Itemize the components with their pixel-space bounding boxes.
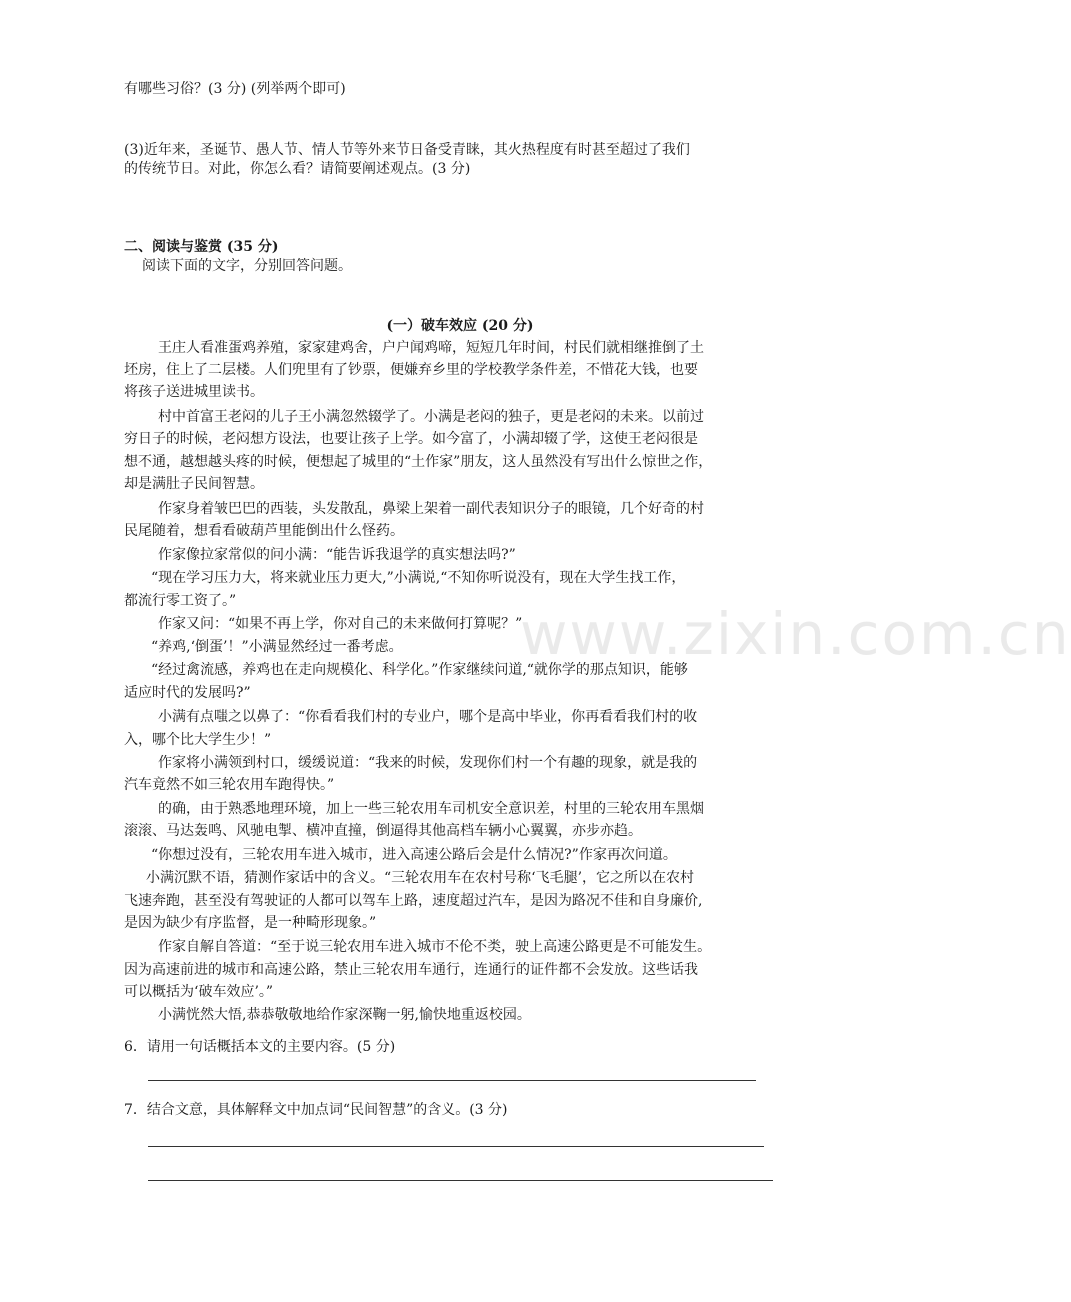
article-line: 小满沉默不语，猜测作家话中的含义。“三轮农用车在农村号称‘飞毛腿’，它之所以在农村: [146, 870, 695, 886]
question-7: 7．结合文意，具体解释文中加点词“民间智慧”的含义。(3 分): [124, 1102, 508, 1118]
article-line: 作家身着皱巴巴的西装，头发散乱，鼻梁上架着一副代表知识分子的眼镜，几个好奇的村: [158, 501, 704, 517]
article-line: 村中首富王老闷的儿子王小满忽然辍学了。小满是老闷的独子，更是老闷的未来。以前过: [158, 409, 704, 425]
article-line: 作家又问：“如果不再上学，你对自己的未来做何打算呢？”: [158, 616, 523, 632]
article-line: 穷日子的时候，老闷想方设法，也要让孩子上学。如今富了，小满却辍了学，这使王老闷很是: [124, 431, 698, 447]
article-line: 都流行零工资了。”: [124, 593, 237, 609]
article-line: 却是满肚子民间智慧。: [124, 476, 264, 492]
article-line: “养鸡,‘倒蛋’！”小满显然经过一番考虑。: [151, 639, 403, 655]
article-line: “现在学习压力大，将来就业压力更大,”小满说,“不知你听说没有，现在大学生找工作，: [151, 570, 686, 586]
question-3-line-1: (3)近年来，圣诞节、愚人节、情人节等外来节日备受青睐，其火热程度有时甚至超过了我们: [124, 142, 690, 158]
answer-line-q6[interactable]: [148, 1080, 756, 1081]
article-line: 可以概括为‘破车效应’。”: [124, 984, 274, 1000]
question-6: 6．请用一句话概括本文的主要内容。(5 分): [124, 1039, 396, 1055]
article-line: 汽车竟然不如三轮农用车跑得快。”: [124, 777, 335, 793]
article-line: “你想过没有，三轮农用车进入城市，进入高速公路后会是什么情况?”作家再次问道。: [151, 847, 677, 863]
watermark: www.zixin.com.cn: [520, 600, 1071, 668]
question-2-continuation: 有哪些习俗？(3 分) (列举两个即可): [124, 81, 346, 97]
article-title: (一）破车效应 (20 分): [386, 318, 534, 334]
answer-line-q7-2[interactable]: [148, 1180, 773, 1181]
article-line: 适应时代的发展吗?”: [124, 685, 251, 701]
article-line: 作家像拉家常似的问小满：“能告诉我退学的真实想法吗?”: [158, 547, 516, 563]
article-line: 小满有点嗤之以鼻了：“你看看我们村的专业户，哪个是高中毕业，你再看看我们村的收: [158, 709, 698, 725]
article-line: 是因为缺少有序监督，是一种畸形现象。”: [124, 915, 377, 931]
article-line: 因为高速前进的城市和高速公路，禁止三轮农用车通行，连通行的证件都不会发放。这些话我: [124, 962, 698, 978]
article-line: 飞速奔跑，甚至没有驾驶证的人都可以驾车上路，速度超过汽车，是因为路况不佳和自身廉价,: [124, 893, 703, 909]
article-line: 的确，由于熟悉地理环境，加上一些三轮农用车司机安全意识差，村里的三轮农用车黑烟: [158, 801, 704, 817]
article-line: 滚滚、马达轰鸣、风驰电掣、横冲直撞，倒逼得其他高档车辆小心翼翼，亦步亦趋。: [124, 823, 642, 839]
article-line: “经过禽流感，养鸡也在走向规模化、科学化。”作家继续问道,“就你学的那点知识，能够: [151, 662, 688, 678]
article-line: 入，哪个比大学生少！”: [124, 732, 272, 748]
article-line: 作家将小满领到村口，缓缓说道：“我来的时候，发现你们村一个有趣的现象，就是我的: [158, 755, 698, 771]
article-line: 坯房，住上了二层楼。人们兜里有了钞票，便嫌弃乡里的学校教学条件差，不惜花大钱，也要: [124, 362, 698, 378]
section-heading: 二、阅读与鉴赏 (35 分): [124, 239, 279, 255]
article-line: 作家自解自答道：“至于说三轮农用车进入城市不伦不类，驶上高速公路更是不可能发生。: [158, 939, 712, 955]
article-line: 民尾随着，想看看破葫芦里能倒出什么怪药。: [124, 523, 404, 539]
article-line: 王庄人看准蛋鸡养殖，家家建鸡舍，户户闻鸡啼，短短几年时间，村民们就相继推倒了土: [158, 340, 704, 356]
article-line: 想不通，越想越头疼的时候，便想起了城里的“土作家”朋友，这人虽然没有写出什么惊世之作，: [124, 454, 713, 470]
article-line: 将孩子送进城里读书。: [124, 384, 264, 400]
answer-line-q7-1[interactable]: [148, 1146, 764, 1147]
section-instruction: 阅读下面的文字，分别回答问题。: [142, 258, 352, 274]
question-3-line-2: 的传统节日。对此，你怎么看？请简要阐述观点。(3 分): [124, 161, 471, 177]
article-line: 小满恍然大悟,恭恭敬敬地给作家深鞠一躬,愉快地重返校园。: [158, 1007, 531, 1023]
